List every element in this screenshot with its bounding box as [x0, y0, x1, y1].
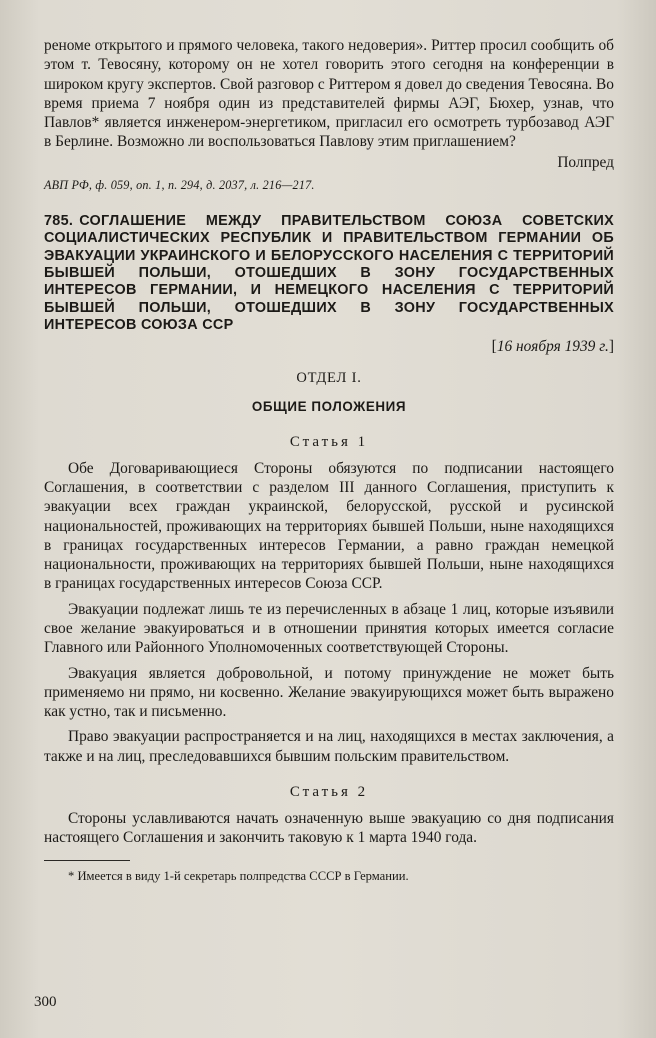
article-1-heading: Статья 1 — [289, 433, 369, 450]
article-2-heading: Статья 2 — [289, 784, 369, 801]
section-title: ОБЩИЕ ПОЛОЖЕНИЯ — [251, 398, 407, 414]
document-title: СОГЛАШЕНИЕ МЕЖДУ ПРАВИТЕЛЬСТВОМ СОЮЗА СОВЕТСКИХ СОЦИАЛИСТИЧЕСКИХ РЕСПУБЛИК И ПРАВИТЕЛЬСТВОМ ГЕРМАНИИ ОБ ЭВАКУАЦИИ УКРАИНСКОГО И БЕЛОРУССКОГО НАСЕЛЕНИЯ С ТЕРРИТОРИЙ БЫВШЕЙ ПОЛЬШИ, ОТОШЕДШИХ В ЗОНУ ГОСУДАРСТВЕННЫХ ИНТЕРЕСОВ ГЕРМАНИИ, И НЕМЕЦКОГО НАСЕЛЕНИЯ С ТЕРРИТОРИЙ БЫВШЕЙ ПОЛЬШИ, ОТОШЕДШИХ В ЗОНУ ГОСУДАРСТВЕННЫХ ИНТЕРЕСОВ СОЮЗА ССР — [44, 212, 614, 334]
date-bracket-close: ] — [608, 337, 614, 355]
intro-paragraph: реноме открытого и прямого человека, такого недоверия». Риттер просил сообщить об этом т. Тевосяну, которому он не хотел говорить этого сегодня на конференции в широком кругу экспертов. Свой разговор с Риттером я довел до сведения Тевосяна. Во время приема 7 ноября один из представителей фирмы АЭГ, Бюхер, узнав, что Павлов* является инженером-энергетиком, пригласил его осмотреть турбозавод АЭГ в Берлине. Возможно ли воспользоваться Павлову этим приглашением? — [44, 37, 614, 151]
document-title-block — [44, 213, 614, 335]
signature: Полпред — [557, 153, 614, 171]
article-1-paragraph: Эвакуации подлежат лишь те из перечисленных в абзаце 1 лиц, которые изъявили свое желание эвакуироваться и в отношении принятия которых имеется согласие Главного или Районного Уполномоченных соответствующей Стороны. — [44, 600, 614, 657]
page-number: 300 — [34, 994, 57, 1010]
article-2-paragraph: Стороны уславливаются начать означенную выше эвакуацию со дня подписания настоящего Соглашения и закончить таковую к 1 марта 1940 года. — [44, 810, 614, 847]
article-1-paragraph: Эвакуация является добровольной, и потому принуждение не может быть применяемо ни прямо, ни косвенно. Желание эвакуирующихся может быть выражено как устно, так и письменно. — [44, 664, 614, 721]
section-heading: ОТДЕЛ I. — [296, 369, 362, 386]
document-number: 785. — [44, 212, 74, 229]
document-date: 16 ноября 1939 г. — [496, 337, 609, 355]
date-bracket-open: [ — [491, 337, 497, 355]
footnote: * Имеется в виду 1-й секретарь полпредства СССР в Германии. — [68, 868, 409, 883]
page-content — [44, 36, 614, 884]
article-1-paragraph: Право эвакуации распространяется и на лиц, находящихся в местах заключения, а также и на лиц, преследовавшихся бывшим польским правительством. — [44, 728, 614, 765]
footnote-divider — [44, 860, 130, 861]
article-1-paragraph: Обе Договаривающиеся Стороны обязуются по подписании настоящего Соглашения, в соответствии с разделом III данного Соглашения, приступить к эвакуации всех граждан украинской, белорусской, русской и русинской национальностей, проживающих на территориях бывшей Польши, ныне находящихся в границах государственных интересов Германии, а равно граждан немецкой национальности, проживающих на территориях бывшей Польши, ныне находящихся в границах государственных интересов Союза ССР. — [44, 459, 614, 593]
document-date-line — [44, 338, 614, 356]
archive-source: АВП РФ, ф. 059, оп. 1, п. 294, д. 2037, л. 216—217. — [44, 177, 315, 192]
